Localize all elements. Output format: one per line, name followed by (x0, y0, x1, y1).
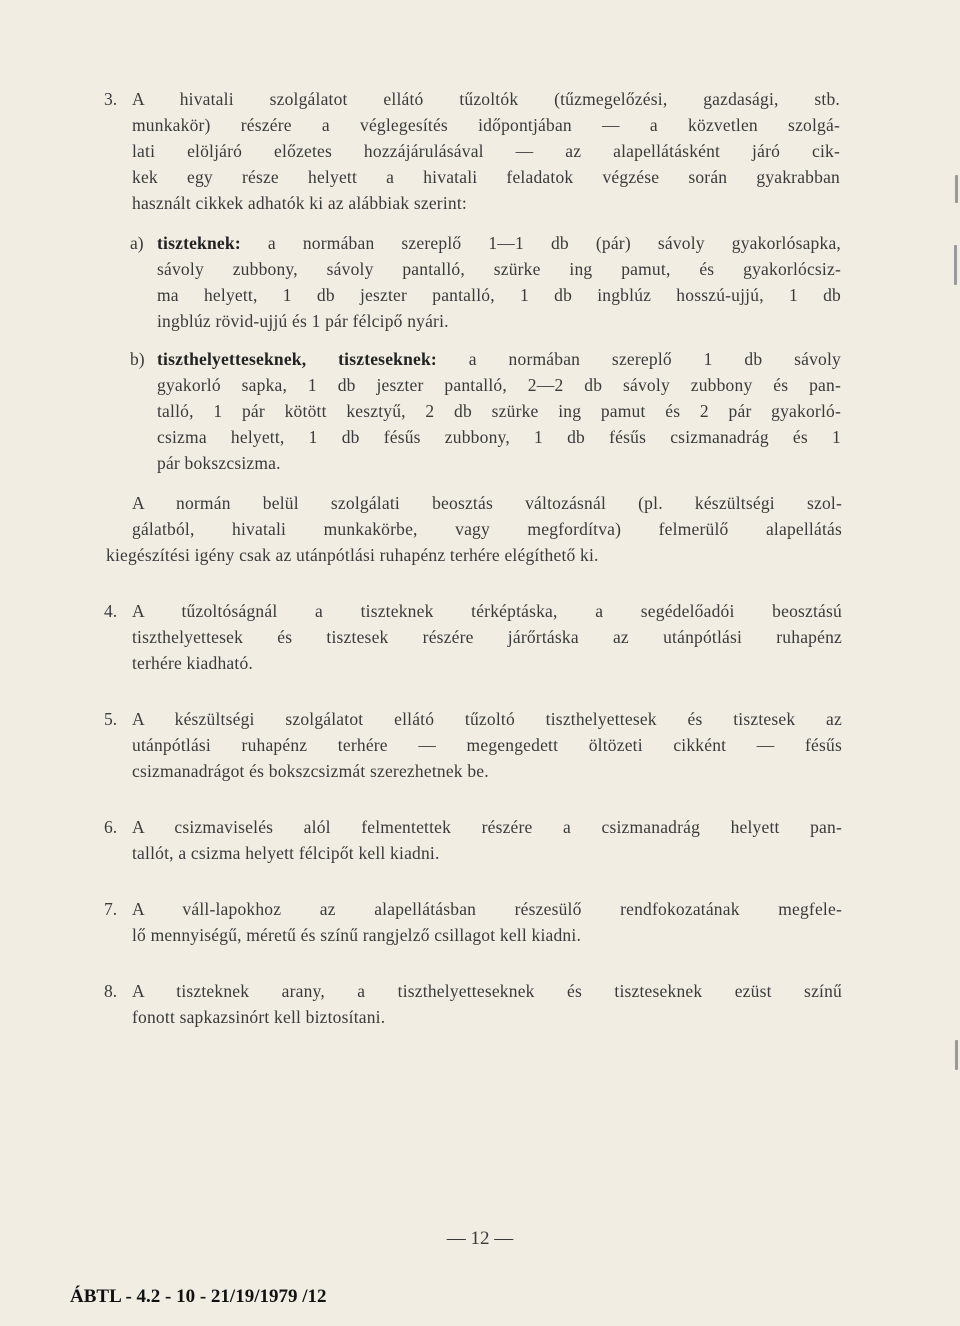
text-line: gyakorló sapka, 1 db jeszter pantalló, 2—2 db sávoly zubbony és pan- (157, 375, 841, 395)
scan-mark (955, 175, 958, 203)
text-line (157, 230, 841, 256)
item-b-paragraph (157, 346, 841, 476)
section-number: 6. (104, 817, 118, 837)
text-line: kiegészítési igény csak az utánpótlási ruhapénz terhére elégíthető ki. (106, 545, 599, 565)
scan-mark (954, 245, 957, 285)
text-line: lati elöljáró előzetes hozzájárulásával — az alapellátásként járó cik- (132, 141, 840, 161)
text-line: kek egy része helyett a hivatali feladatok végzése során gyakrabban (132, 167, 840, 187)
text-line: ma helyett, 1 db jeszter pantalló, 1 db ingblúz hosszú-ujjú, 1 db (157, 285, 841, 305)
text-line: sávoly zubbony, sávoly pantalló, szürke ing pamut, és gyakorlócsiz- (157, 259, 841, 279)
text-line: talló, 1 pár kötött kesztyű, 2 db szürke ing pamut és 2 pár gyakorló- (157, 401, 841, 421)
normative-note-paragraph (106, 490, 842, 568)
item-heading: tiszteknek: (157, 233, 241, 253)
scan-mark (955, 1040, 958, 1070)
text-line: gálatból, hivatali munkakörbe, vagy megfordítva) felmerülő alapellátás (132, 519, 842, 539)
text-line: csizma helyett, 1 db fésűs zubbony, 1 db fésűs csizmanadrág és 1 (157, 427, 841, 447)
item-a-paragraph (157, 230, 841, 334)
archive-reference: ÁBTL - 4.2 - 10 - 21/19/1979 /12 (70, 1286, 327, 1307)
text-line (157, 346, 841, 372)
text-span: a normában szereplő 1—1 db (pár) sávoly gyakorlósapka, (240, 233, 841, 253)
item-label: b) (130, 349, 145, 369)
text-span: a normában szereplő 1 db sávoly (436, 349, 841, 369)
text-line: használt cikkek adhatók ki az alábbiak szerint: (132, 193, 467, 213)
text-line: tallót, a csizma helyett félcipőt kell kiadni. (132, 843, 440, 863)
text-line: A hivatali szolgálatot ellátó tűzoltók (tűzmegelőzési, gazdasági, stb. (132, 89, 840, 109)
section-number: 8. (104, 981, 118, 1001)
text-line: utánpótlási ruhapénz terhére — megengedett öltözeti cikként — fésűs (132, 735, 842, 755)
section-4-paragraph (132, 598, 842, 676)
text-line: munkakör) részére a véglegesítés időpontjában — a közvetlen szolgá- (132, 115, 840, 135)
item-heading: tiszthelyetteseknek, tiszteseknek: (157, 349, 437, 369)
text-line: csizmanadrágot és bokszcsizmát szerezhetnek be. (132, 761, 489, 781)
text-line: A tiszteknek arany, a tiszthelyetteseknek és tiszteseknek ezüst színű (132, 981, 842, 1001)
text-line: A készültségi szolgálatot ellátó tűzoltó tiszthelyettesek és tisztesek az (132, 709, 842, 729)
text-line: lő mennyiségű, méretű és színű rangjelző csillagot kell kiadni. (132, 925, 582, 945)
section-5-paragraph (132, 706, 842, 784)
section-number: 3. (104, 89, 118, 109)
text-line: terhére kiadható. (132, 653, 253, 673)
text-line: pár bokszcsizma. (157, 453, 281, 473)
section-number: 4. (104, 601, 118, 621)
section-8-paragraph (132, 978, 842, 1030)
text-line: fonott sapkazsinórt kell biztosítani. (132, 1007, 386, 1027)
page-number: — 12 — (446, 1228, 514, 1249)
text-line: A csizmaviselés alól felmentettek részére a csizmanadrág helyett pan- (132, 817, 842, 837)
section-7-paragraph (132, 896, 842, 948)
item-label: a) (130, 233, 144, 253)
section-6-paragraph (132, 814, 842, 866)
text-line: tiszthelyettesek és tisztesek részére járőrtáska az utánpótlási ruhapénz (132, 627, 842, 647)
section-number: 7. (104, 899, 118, 919)
text-line: A normán belül szolgálati beosztás változásnál (pl. készültségi szol- (132, 493, 842, 513)
text-line: A váll-lapokhoz az alapellátásban részesülő rendfokozatának megfele- (132, 899, 842, 919)
section-number: 5. (104, 709, 118, 729)
section-3-paragraph (132, 86, 840, 216)
text-line: ingblúz rövid-ujjú és 1 pár félcipő nyári. (157, 311, 449, 331)
text-line: A tűzoltóságnál a tiszteknek térképtáska, a segédelőadói beosztású (132, 601, 842, 621)
